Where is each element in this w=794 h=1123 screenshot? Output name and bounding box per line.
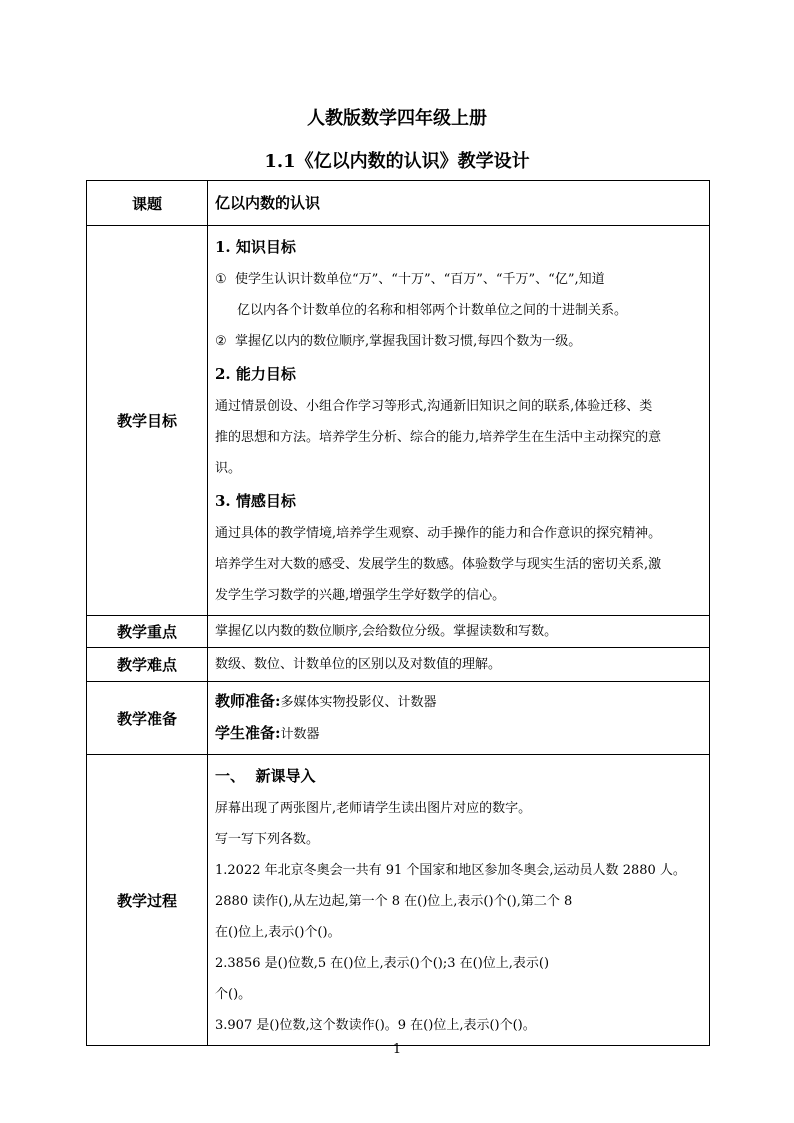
process-paragraph-2: 写一写下列各数。 <box>215 832 320 847</box>
lesson-plan-table <box>86 180 710 1046</box>
question-1-line-1: 1.2022 年北京冬奥会一共有 91 个国家和地区参加冬奥会,运动员人数 2880 人。 <box>215 863 686 878</box>
goals-content <box>208 226 710 616</box>
topic-row <box>87 181 710 226</box>
student-prep <box>215 718 703 750</box>
teacher-prep-label: 教师准备: <box>215 692 281 710</box>
ability-goal-line-1: 通过情景创设、小组合作学习等形式,沟通新旧知识之间的联系,体验迁移、类 <box>215 399 653 414</box>
question-1-line-3: 在()位上,表示()个()。 <box>215 925 341 940</box>
ability-goal-line-3: 识。 <box>215 461 242 476</box>
difficulty-row <box>87 648 710 682</box>
process-content <box>208 755 710 1046</box>
difficulty-label: 教学难点 <box>87 648 208 682</box>
teacher-prep <box>215 686 703 718</box>
topic-label: 课题 <box>87 181 208 226</box>
topic-value-cell <box>208 181 710 226</box>
knowledge-goal-item-2 <box>215 326 703 357</box>
knowledge-goal-item-1 <box>215 264 703 295</box>
difficulty-value-cell <box>208 648 710 682</box>
goals-row <box>87 226 710 616</box>
question-3-line-1: 3.907 是()位数,这个数读作()。9 在()位上,表示()个()。 <box>215 1018 536 1033</box>
prep-row <box>87 682 710 755</box>
goals-label: 教学目标 <box>87 226 208 616</box>
emotion-goal-line-1: 通过具体的教学情境,培养学生观察、动手操作的能力和合作意识的探究精神。 <box>215 526 662 541</box>
topic-value: 亿以内数的认识 <box>215 194 321 212</box>
page-number: 1 <box>392 1042 402 1057</box>
focus-label: 教学重点 <box>87 616 208 648</box>
process-paragraph-1: 屏幕出现了两张图片,老师请学生读出图片对应的数字。 <box>215 801 532 816</box>
process-row <box>87 755 710 1046</box>
item-marker: ② <box>215 334 227 349</box>
focus-row <box>87 616 710 648</box>
question-2-line-2: 个()。 <box>215 987 252 1002</box>
emotion-goal-heading: 3. 情感目标 <box>215 492 296 510</box>
focus-value: 掌握亿以内数的数位顺序,会给数位分级。掌握读数和写数。 <box>215 623 558 639</box>
student-prep-label: 学生准备: <box>215 724 281 742</box>
knowledge-goal-heading: 1. 知识目标 <box>215 238 296 256</box>
question-2-line-1: 2.3856 是()位数,5 在()位上,表示()个();3 在()位上,表示() <box>215 956 550 971</box>
prep-label: 教学准备 <box>87 682 208 755</box>
process-label: 教学过程 <box>87 755 208 1046</box>
ability-goal-line-2: 推的思想和方法。培养学生分析、综合的能力,培养学生在生活中主动探究的意 <box>215 430 662 445</box>
knowledge-goal-item-1-line-1: 使学生认识计数单位“万”、“十万”、“百万”、“千万”、“亿”,知道 <box>235 272 605 287</box>
focus-value-cell <box>208 616 710 648</box>
process-section-heading: 一、 新课导入 <box>215 767 316 785</box>
difficulty-value: 数级、数位、计数单位的区别以及对数值的理解。 <box>215 656 502 672</box>
prep-content <box>208 682 710 755</box>
document-subtitle: 1.1《亿以内数的认识》教学设计 <box>264 151 530 172</box>
ability-goal-heading: 2. 能力目标 <box>215 365 296 383</box>
item-marker: ① <box>215 272 227 287</box>
document-title: 人教版数学四年级上册 <box>307 108 487 129</box>
student-prep-value: 计数器 <box>280 727 320 742</box>
emotion-goal-line-3: 发学生学习数学的兴趣,增强学生学好数学的信心。 <box>215 588 506 603</box>
knowledge-goal-item-2-text: 掌握亿以内的数位顺序,掌握我国计数习惯,每四个数为一级。 <box>235 334 582 349</box>
emotion-goal-line-2: 培养学生对大数的感受、发展学生的数感。体验数学与现实生活的密切关系,激 <box>215 557 662 572</box>
knowledge-goal-item-1-line-2: 亿以内各个计数单位的名称和相邻两个计数单位之间的十进制关系。 <box>237 303 628 318</box>
teacher-prep-value: 多媒体实物投影仪、计数器 <box>280 695 437 710</box>
question-1-line-2: 2880 读作(),从左边起,第一个 8 在()位上,表示()个(),第二个 8 <box>215 894 573 909</box>
